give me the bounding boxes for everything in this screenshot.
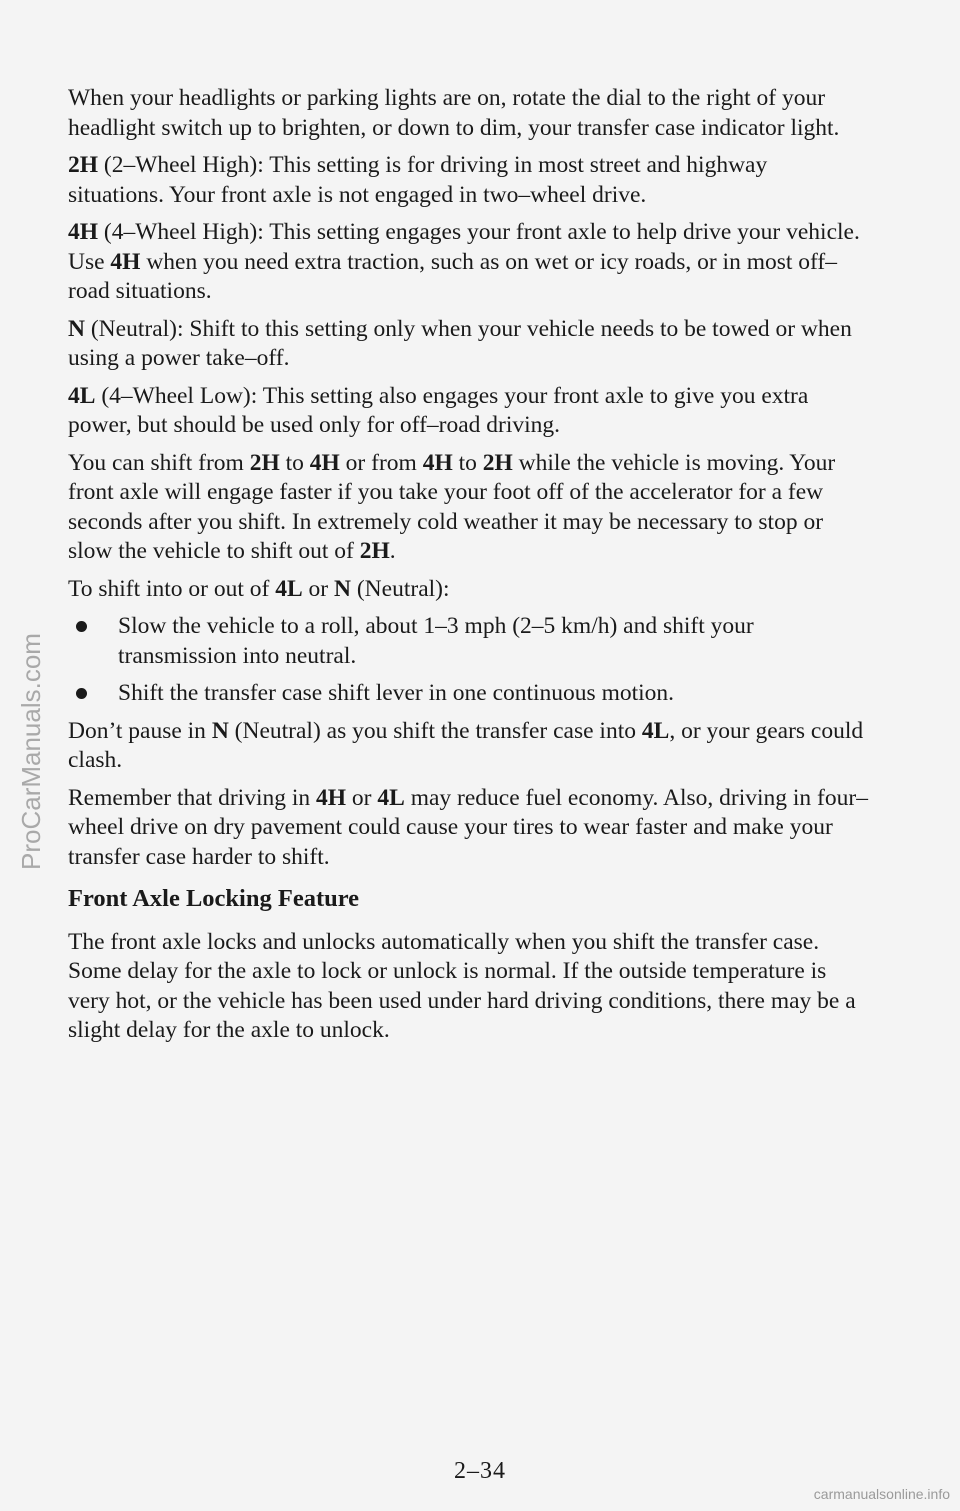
setting-text-n: (Neutral): Shift to this setting only when your vehicle needs to be towed or when using a power take–off. — [68, 315, 852, 371]
paragraph-shift-into — [68, 575, 868, 605]
setting-text-4l: (4–Wheel Low): This setting also engages your front axle to give you extra power, but should be used only for off–road driving. — [68, 382, 809, 438]
text-run: , or your gears could clash. — [68, 717, 864, 773]
text-run: or — [346, 784, 378, 811]
setting-key-n: N — [68, 315, 85, 342]
key-run: 4L — [641, 717, 670, 744]
list-item — [68, 612, 868, 671]
paragraph-4l — [68, 382, 868, 441]
setting-text-4h-a: (4–Wheel High): This setting engages your front axle to help drive your vehicle. Use — [68, 219, 860, 275]
text-run: while the vehicle is moving. Your front axle will engage faster if you take your foot off of the accelerator for a few seconds after you shift. In extremely cold weather it may be necessary to stop or slow the vehicle to shift out of — [68, 449, 836, 564]
text-run: or — [302, 575, 334, 602]
list-item-text: Slow the vehicle to a roll, about 1–3 mph (2–5 km/h) and shift your transmission into neutral. — [118, 613, 754, 669]
text-run: (Neutral): — [350, 575, 450, 602]
key-run: 4H — [309, 449, 340, 476]
watermark-vertical: ProCarManuals.com — [16, 633, 46, 870]
paragraph-shift-moving — [68, 449, 868, 567]
key-run: 4L — [275, 575, 303, 602]
key-run: 2H — [359, 538, 390, 564]
setting-key-2h: 2H — [68, 152, 99, 178]
text-run: to — [279, 449, 310, 476]
key-run: 2H — [249, 449, 280, 476]
paragraph-neutral — [68, 315, 868, 374]
page-content — [68, 84, 868, 1056]
paragraph-dont-pause — [68, 717, 868, 776]
text-run: (Neutral) as you shift the transfer case into — [228, 717, 642, 744]
setting-key-4h-inline: 4H — [110, 248, 141, 275]
paragraph-4h — [68, 218, 868, 307]
text-run: You can shift from — [68, 449, 250, 476]
key-run: 2H — [482, 449, 513, 476]
key-run: 4H — [422, 449, 453, 476]
shift-steps-list — [68, 612, 868, 709]
key-run: 4H — [316, 784, 347, 811]
paragraph-remember — [68, 784, 868, 873]
key-run: 4L — [377, 784, 405, 811]
key-run: N — [211, 717, 229, 744]
watermark-footer: carmanualsonline.info — [813, 1486, 950, 1502]
setting-key-4h: 4H — [68, 219, 99, 245]
bullet-dot-icon — [76, 688, 87, 699]
list-item — [68, 679, 868, 709]
paragraph-2h — [68, 151, 868, 210]
text-run: . — [389, 538, 396, 564]
text-run: Remember that driving in — [68, 784, 317, 811]
key-run: N — [334, 575, 351, 602]
bullet-dot-icon — [76, 621, 87, 632]
setting-key-4l: 4L — [68, 382, 96, 409]
list-item-text: Shift the transfer case shift lever in one continuous motion. — [118, 680, 675, 706]
page-number: 2–34 — [454, 1458, 506, 1484]
text-run: or from — [339, 449, 423, 476]
paragraph-axle-locking: The front axle locks and unlocks automatically when you shift the transfer case. Some delay for the axle to lock or unlock is normal. If the outside temperature is very hot, or the vehicle has been used under hard driving conditions, there may be a slight delay for the axle to unlock. — [68, 928, 856, 1043]
paragraph-headlights: When your headlights or parking lights are on, rotate the dial to the right of your headlight switch up to brighten, or down to dim, your transfer case indicator light. — [68, 85, 840, 141]
setting-text-4h-b: when you need extra traction, such as on wet or icy roads, or in most off–road situations. — [68, 248, 838, 304]
text-run: To shift into or out of — [68, 575, 276, 602]
text-run: to — [452, 449, 483, 476]
setting-text-2h: (2–Wheel High): This setting is for driving in most street and highway situations. Your front axle is not engaged in two–wheel drive. — [68, 152, 768, 208]
text-run: Don’t pause in — [68, 717, 212, 744]
text-run: may reduce fuel economy. Also, driving in four–wheel drive on dry pavement could cause your tires to wear faster and make your transfer case harder to shift. — [68, 784, 868, 870]
section-heading: Front Axle Locking Feature — [68, 885, 360, 912]
